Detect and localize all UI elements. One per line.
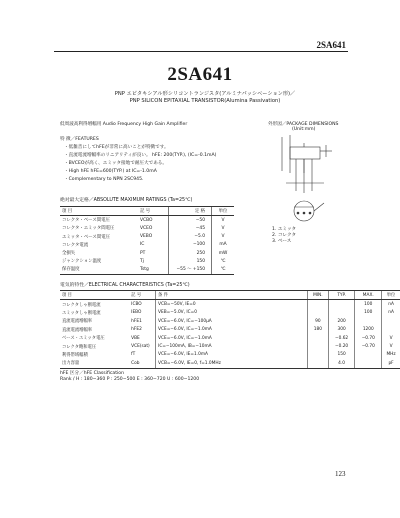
char-unit: pF — [382, 359, 400, 368]
param-unit: mW — [212, 249, 235, 257]
param-value: 250 — [169, 249, 212, 257]
col-header-rating: 定 格 — [169, 207, 212, 216]
param-unit: V — [212, 216, 235, 225]
char-condition: VCB=−6.0V, IE=0, f=1.0MHz — [156, 359, 308, 368]
char-unit: MHz — [382, 351, 400, 359]
param-value: −50 — [169, 216, 212, 225]
col-header-min: MIN. — [307, 291, 328, 300]
char-min — [307, 309, 328, 317]
col-header-condition: 条 件 — [156, 291, 308, 300]
table-row — [60, 334, 400, 342]
char-max — [355, 359, 382, 368]
package-unit: (Unit:mm) — [292, 127, 316, 132]
table-row — [60, 317, 400, 325]
param-name: コレクタ・ベース間電圧 — [62, 218, 110, 224]
param-unit: V — [212, 233, 235, 241]
table-row — [60, 309, 400, 317]
table-header-row — [60, 207, 234, 216]
param-value: −45 — [169, 224, 212, 232]
table-row — [60, 257, 234, 265]
char-typ — [328, 309, 355, 317]
page-number: 123 — [335, 470, 346, 478]
features-heading: 特 徴／FEATURES — [60, 137, 99, 142]
hfe-rank-note: Rank / H : 180∼360 P : 250∼500 E : 360∼720 U : 600∼1200 — [60, 377, 200, 382]
param-value: 150 — [169, 257, 212, 265]
char-max: −0.70 — [355, 334, 382, 342]
char-symbol: VCE(sat) — [131, 344, 150, 350]
param-unit: ℃ — [212, 265, 235, 274]
feature-item: ・BVCEOが高く、エミッタ接地で耐圧大である。 — [64, 161, 167, 166]
table-row — [60, 265, 234, 274]
param-name: コレクタ・エミッタ間電圧 — [62, 226, 115, 232]
param-symbol: Tstg — [138, 265, 169, 274]
char-min — [307, 351, 328, 359]
document-title: 2SA641 — [167, 64, 233, 85]
table-row — [60, 351, 400, 359]
table-row — [60, 300, 400, 309]
char-min — [307, 334, 328, 342]
char-symbol: IEBO — [131, 310, 142, 316]
char-max: 100 — [355, 309, 382, 317]
char-typ: −0.62 — [328, 334, 355, 342]
char-min: 90 — [307, 317, 328, 325]
char-name: コレクタ飽和電圧 — [62, 344, 97, 350]
feature-item: ・低雑音にしてhFEが非常に高いことが特徴です。 — [64, 145, 169, 150]
param-value: −55 ～ +150 — [169, 265, 212, 274]
param-name: コレクタ電流 — [62, 242, 89, 248]
param-value: −5.0 — [169, 233, 212, 241]
param-unit: ℃ — [212, 257, 235, 265]
char-condition: VCE=−6.0V, IC=−1.0mA — [156, 334, 308, 342]
param-name: 保存温度 — [60, 265, 138, 274]
col-header-max: MAX. — [355, 291, 382, 300]
table-row — [60, 249, 234, 257]
char-unit — [382, 317, 400, 325]
table-row — [60, 216, 234, 225]
abs-max-table — [60, 206, 234, 275]
param-value: −100 — [169, 241, 212, 249]
char-symbol: Cob — [129, 359, 155, 368]
electrical-table — [60, 290, 400, 369]
char-symbol: VBE — [131, 335, 140, 341]
char-unit: V — [382, 334, 400, 342]
param-name: エミッタ・ベース間電圧 — [62, 234, 110, 240]
table-row — [60, 224, 234, 232]
param-symbol: VCEO — [140, 225, 153, 231]
char-name: 直流電流増幅率 — [62, 319, 93, 325]
char-name: 出力容量 — [60, 359, 129, 368]
package-heading: 外形図／PACKAGE DIMENSIONS — [268, 122, 339, 127]
table-row — [60, 233, 234, 241]
table-row — [60, 326, 400, 334]
application-line: 低周波高利得増幅用 Audio Frequency High Gain Amplifier — [60, 122, 188, 127]
char-unit — [382, 326, 400, 334]
char-typ — [328, 300, 355, 309]
char-min — [307, 342, 328, 350]
col-header-unit: 単位 — [382, 291, 400, 300]
char-typ: 300 — [328, 326, 355, 334]
char-name: 利得帯域幅積 — [62, 352, 88, 358]
char-unit: nA — [382, 300, 400, 309]
char-symbol: ICBO — [131, 302, 142, 308]
electrical-heading: 電気的特性／ELECTRICAL CHARACTERISTICS (Ta=25℃) — [60, 283, 190, 288]
col-header-typ: TYP. — [328, 291, 355, 300]
subtitle-japanese: PNP エピタキシアル形シリコントランジスタ(アルミナパッシベーション形)／ — [114, 91, 296, 97]
table-row — [60, 359, 400, 368]
char-max: 100 — [355, 300, 382, 309]
abs-max-heading: 絶対最大定格／ABSOLUTE MAXIMUM RATINGS (Ta=25℃) — [60, 198, 193, 203]
param-symbol: Tj — [140, 258, 144, 264]
char-unit: nA — [382, 309, 400, 317]
char-typ: −0.20 — [328, 342, 355, 350]
char-min — [307, 359, 328, 368]
char-min — [307, 300, 328, 309]
top-divider — [54, 51, 348, 52]
char-condition: VCE=−6.0V, IC=−100μA — [156, 317, 308, 325]
char-min: 180 — [307, 326, 328, 334]
char-typ: 150 — [328, 351, 355, 359]
col-header-item: 項 目 — [60, 207, 138, 216]
char-condition: VEB=−5.0V, IC=0 — [156, 309, 308, 317]
param-name: ジャンクション温度 — [62, 259, 102, 265]
char-max: −0.70 — [355, 342, 382, 350]
char-typ: 4.0 — [328, 359, 355, 368]
col-header-symbol: 記 号 — [138, 207, 169, 216]
param-symbol: VCBO — [140, 217, 153, 223]
char-name: ベース・エミッタ電圧 — [62, 336, 105, 342]
col-header-item: 項 目 — [60, 291, 129, 300]
char-name: コレクタしゃ断電流 — [62, 302, 101, 308]
param-symbol: PT — [140, 250, 146, 256]
pin-label-2: 2. コレクタ — [272, 233, 297, 238]
char-typ: 200 — [328, 317, 355, 325]
char-unit: V — [382, 342, 400, 350]
char-max: 1200 — [355, 326, 382, 334]
col-header-unit: 単位 — [212, 207, 235, 216]
table-header-row — [60, 291, 400, 300]
table-row — [60, 241, 234, 249]
param-symbol: IC — [140, 242, 145, 248]
char-max — [355, 351, 382, 359]
char-symbol: hFE2 — [131, 327, 142, 333]
feature-item: ・Complementary to NPN 2SC945. — [64, 177, 144, 182]
char-condition: IC=−100mA, IB=−10mA — [156, 342, 308, 350]
param-unit: V — [212, 224, 235, 232]
char-symbol: hFE1 — [131, 318, 142, 324]
char-name: エミッタしゃ断電流 — [62, 310, 101, 316]
param-unit: mA — [212, 241, 235, 249]
table-row — [60, 342, 400, 350]
corner-part-number: 2SA641 — [316, 40, 346, 50]
hfe-note: hFE 区分／hFE Classification — [60, 371, 125, 376]
char-condition: VCE=−6.0V, IE=1.0mA — [156, 351, 308, 359]
char-condition: VCE=−6.0V, IC=−1.0mA — [156, 326, 308, 334]
feature-item: ・High hFE hFE=600(TYP.) at IC=-1.0mA — [64, 169, 157, 174]
param-symbol: VEBO — [140, 234, 153, 240]
param-name: 全損失 — [62, 251, 76, 257]
char-symbol: fT — [131, 352, 136, 358]
subtitle-english: PNP SILICON EPITAXIAL TRANSISTOR(Alumina Passivation) — [129, 98, 281, 104]
char-condition: VCB=−50V, IE=0 — [156, 300, 308, 309]
feature-item: ・直流電流増幅率のリニアリティが良い。 hFE: 200(TYP.), (IC=-0.1mA) — [64, 153, 217, 158]
pin-label-1: 1. エミッタ — [272, 227, 297, 232]
char-max — [355, 317, 382, 325]
char-name: 直流電流増幅率 — [62, 327, 93, 333]
pin-label-3: 3. ベース — [272, 239, 292, 244]
col-header-symbol: 記 号 — [129, 291, 155, 300]
